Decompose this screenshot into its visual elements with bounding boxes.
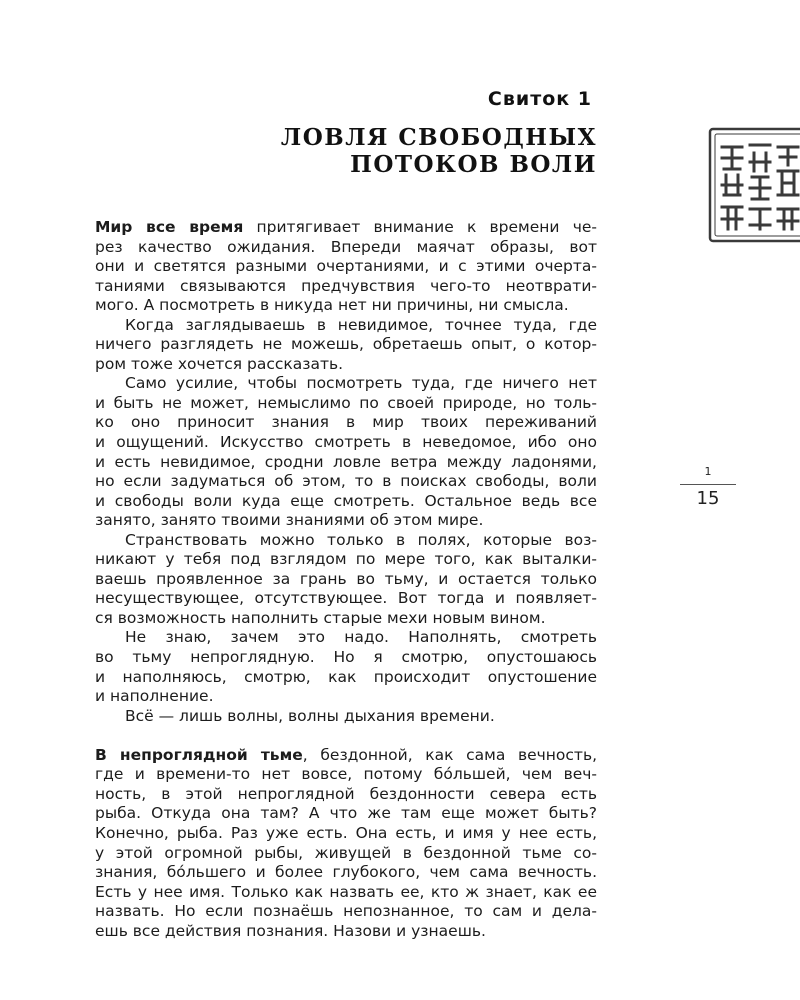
text-line: рез качество ожидания. Впереди маячат образы, вот — [95, 237, 597, 256]
text-fragment: притягивает внимание к времени че- — [243, 218, 597, 236]
text-line: Странствовать можно только в полях, которые воз- — [125, 530, 597, 549]
text-line: мого. А посмотреть в никуда нет ни причины, ни смысла. — [95, 296, 569, 315]
chinese-seal-stamp-icon — [706, 125, 800, 245]
text-line: у этой огромной рыбы, живущей в бездонной тьме со- — [95, 843, 597, 862]
text-line: Конечно, рыба. Раз уже есть. Она есть, и имя у нее есть, — [95, 823, 597, 842]
text-line: ность, в этой непроглядной бездонности севера есть — [95, 784, 597, 803]
text-line: и быть не может, немыслимо по своей природе, но толь- — [95, 393, 597, 412]
text-line: и наполнение. — [95, 687, 214, 706]
chapter-title-line-1: ЛОВЛЯ СВОБОДНЫХ — [280, 124, 597, 151]
text-line: во тьму непроглядную. Но я смотрю, опустошаюсь — [95, 648, 597, 667]
paragraph-lead-phrase: Мир все время — [95, 218, 244, 236]
text-line: ся возможность наполнить старые мехи новым вином. — [95, 608, 546, 627]
page-folio — [680, 464, 736, 511]
text-line: Всё — лишь волны, волны дыхания времени. — [125, 706, 495, 725]
text-line: никают у тебя под взглядом по мере того, как выталки- — [95, 550, 597, 569]
page-number: 15 — [696, 488, 720, 509]
text-line: и есть невидимое, сродни ловле ветра между ладонями, — [95, 452, 597, 471]
text-line: Есть у нее имя. Только как назвать ее, кто ж знает, как ее — [95, 882, 597, 901]
folio-scroll-number: 1 — [704, 465, 712, 478]
text-line: Когда заглядываешь в невидимое, точнее туда, где — [125, 315, 597, 334]
text-line: знания, бóльшего и более глубокого, чем сама вечность. — [95, 863, 597, 882]
scroll-label: Свиток 1 — [487, 88, 592, 110]
text-line: Само усилие, чтобы посмотреть туда, где ничего нет — [125, 374, 597, 393]
text-line: но если задуматься об этом, то в поисках свободы, воли — [95, 472, 597, 491]
text-line: ваешь проявленное за грань во тьму, и остается только — [95, 569, 597, 588]
body-text — [95, 218, 597, 941]
text-line: назвать. Но если познаёшь непознанное, то сам и дела- — [95, 902, 597, 921]
folio-divider — [680, 484, 736, 485]
text-line: несуществующее, отсутствующее. Вот тогда и появляет- — [95, 589, 597, 608]
paragraph-lead-phrase: В непроглядной тьме — [95, 745, 303, 764]
text-line: таниями связываются предчувствия чего-то неотврати- — [95, 276, 597, 295]
text-line: где и времени-то нет вовсе, потому бóльшей, чем веч- — [95, 765, 597, 784]
text-line: занято, занято твоими знаниями об этом мире. — [95, 511, 484, 530]
text-fragment: , бездонной, как сама вечность, — [302, 745, 598, 764]
text-line: и наполняюсь, смотрю, как происходит опустошение — [95, 667, 597, 686]
text-line: ешь все действия познания. Назови и узнаешь. — [95, 921, 486, 940]
chapter-title-line-2: ПОТОКОВ ВОЛИ — [350, 151, 597, 178]
text-line — [95, 218, 597, 238]
text-line: ко оно приносит знания в мир твоих переживаний — [95, 413, 597, 432]
text-line: рыба. Откуда она там? А что же там еще может быть? — [95, 804, 597, 823]
text-line — [95, 746, 597, 766]
text-line: они и светятся разными очертаниями, и с этими очерта- — [95, 257, 597, 276]
text-line: ничего разглядеть не можешь, обретаешь опыт, о котор- — [95, 335, 597, 354]
text-line: и ощущений. Искусство смотреть в неведомое, ибо оно — [95, 433, 597, 452]
chapter-title — [177, 124, 597, 178]
text-line: ром тоже хочется рассказать. — [95, 354, 344, 373]
text-line: Не знаю, зачем это надо. Наполнять, смотреть — [125, 628, 597, 647]
text-line: и свободы воли куда еще смотреть. Остальное ведь все — [95, 491, 597, 510]
section-gap — [95, 726, 597, 746]
